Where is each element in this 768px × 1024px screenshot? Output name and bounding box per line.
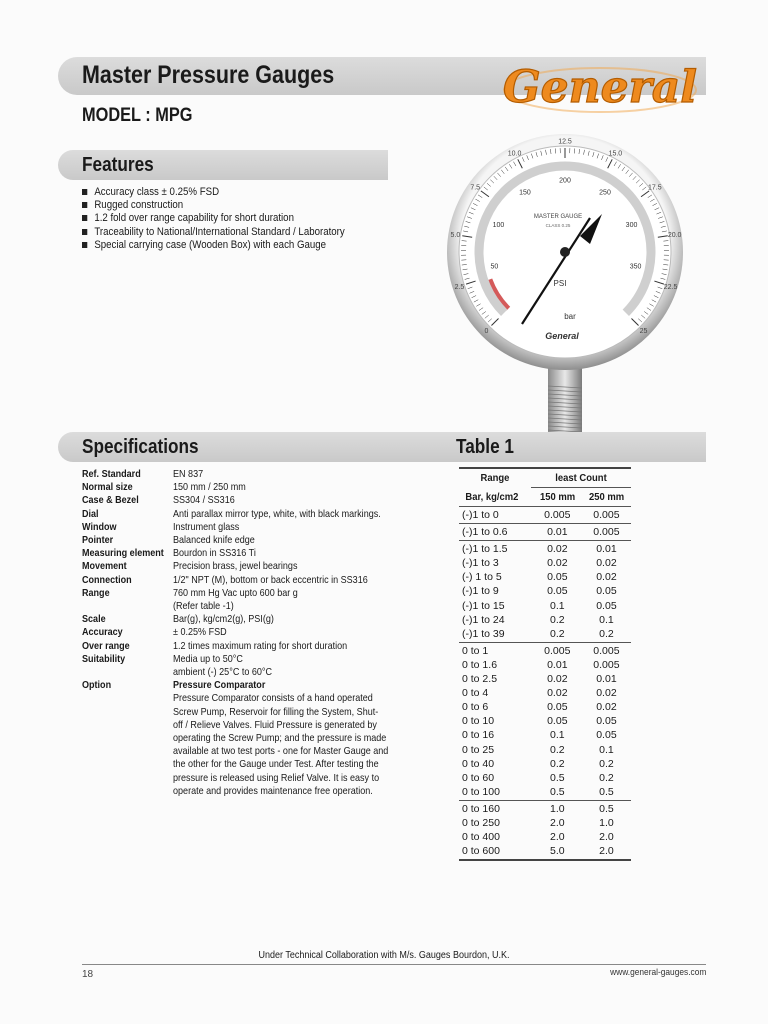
spec-row	[82, 560, 412, 573]
spec-value-line: 760 mm Hg Vac upto 600 bar g	[173, 586, 298, 599]
cell-250mm: 0.02	[596, 571, 617, 584]
gauge-class: CLASS 0.25	[545, 223, 571, 228]
spec-row	[82, 534, 412, 547]
cell-range: (-)1 to 0.6	[462, 526, 508, 539]
table-row	[459, 525, 631, 539]
cell-250mm: 0.5	[599, 802, 614, 815]
table-row	[459, 613, 631, 627]
cell-range: (-)1 to 39	[462, 627, 505, 640]
cell-150mm: 0.02	[547, 543, 568, 556]
spec-value	[173, 560, 412, 573]
cell-250mm: 2.0	[599, 845, 614, 858]
feature-item: Accuracy class ± 0.25% FSD	[82, 186, 399, 199]
cell-150mm: 0.05	[547, 701, 568, 714]
spec-value-line: Media up to 50°C	[173, 652, 243, 665]
spec-value-line: Anti parallax mirror type, white, with black markings.	[173, 507, 381, 520]
spec-row	[82, 679, 412, 798]
table-row	[459, 627, 631, 641]
table-group-rule	[459, 800, 631, 801]
header-range: Range	[480, 472, 510, 484]
cell-range: (-)1 to 0	[462, 509, 499, 521]
cell-250mm: 0.01	[596, 673, 617, 686]
spec-value	[173, 481, 412, 494]
spec-value-line: available at two test ports - one for Master Gauge and	[173, 745, 389, 758]
spec-value	[173, 521, 412, 534]
spec-row	[82, 640, 412, 653]
cell-range: 0 to 100	[462, 785, 500, 798]
cell-250mm: 0.005	[593, 509, 620, 521]
features-list	[82, 186, 442, 252]
cell-range: 0 to 250	[462, 816, 500, 829]
spec-label: Option	[82, 679, 112, 692]
feature-item: Rugged construction	[82, 199, 399, 212]
cell-range: 0 to 2.5	[462, 673, 498, 686]
spec-label: Case & Bezel	[82, 494, 139, 507]
spec-value-line: off / Relieve Valves. Fluid Pressure is generated by	[173, 718, 377, 731]
model-label: MODEL : MPG	[82, 105, 193, 126]
table-row	[459, 672, 631, 686]
cell-250mm: 0.05	[596, 585, 617, 598]
range-table	[459, 466, 631, 862]
spec-row	[82, 613, 412, 626]
specifications-heading: Specifications	[82, 436, 199, 458]
spec-label: Movement	[82, 560, 127, 573]
table-group-rule	[459, 642, 631, 643]
table-row	[459, 816, 631, 830]
table-header-row-1	[459, 470, 631, 486]
cell-range: (-)1 to 9	[462, 585, 499, 598]
table-row	[459, 802, 631, 816]
gauge-outer-label: 12.5	[558, 138, 572, 146]
spec-row	[82, 653, 412, 679]
table-row	[459, 508, 631, 522]
features-heading: Features	[82, 154, 154, 176]
cell-250mm: 0.02	[596, 557, 617, 570]
spec-value-line: Screw Pump, Reservoir for filling the System, Shut-	[173, 705, 379, 718]
cell-range: (-) 1 to 5	[462, 571, 502, 584]
cell-250mm: 0.2	[599, 757, 614, 770]
cell-range: 0 to 1	[462, 644, 489, 657]
spec-value-line: Bar(g), kg/cm2(g), PSI(g)	[173, 613, 274, 626]
table-row	[459, 658, 631, 672]
cell-250mm: 0.05	[596, 599, 617, 612]
footer-note: Under Technical Collaboration with M/s. Gauges Bourdon, U.K.	[258, 950, 510, 961]
spec-row	[82, 574, 412, 587]
cell-250mm: 0.005	[593, 658, 620, 671]
spec-value-line: 150 mm / 250 mm	[173, 481, 246, 494]
cell-range: 0 to 4	[462, 687, 489, 700]
spec-value-line: pressure is released using Relief Valve. It is easy to	[173, 771, 380, 784]
cell-150mm: 0.05	[547, 571, 568, 584]
cell-250mm: 0.02	[596, 701, 617, 714]
spec-row	[82, 468, 412, 481]
gauge-outer-label: 15.0	[608, 150, 623, 158]
spec-value	[173, 574, 412, 587]
cell-range: (-)1 to 24	[462, 613, 505, 626]
table-row	[459, 771, 631, 785]
spec-value	[173, 494, 412, 507]
gauge-inner-label: 250	[599, 189, 611, 197]
cell-250mm: 0.005	[593, 644, 620, 657]
cell-150mm: 0.02	[547, 687, 568, 700]
cell-range: 0 to 1.6	[462, 658, 498, 671]
gauge-outer-label: 0	[484, 327, 489, 335]
table-top-rule	[459, 467, 631, 469]
table-header-rule	[531, 487, 631, 488]
spec-row	[82, 521, 412, 534]
cell-150mm: 0.01	[547, 526, 568, 539]
gauge-outer-label: 10.0	[507, 150, 522, 158]
cell-range: (-)1 to 1.5	[462, 543, 508, 556]
feature-item: 1.2 fold over range capability for short duration	[82, 212, 399, 225]
spec-row	[82, 547, 412, 560]
cell-range: 0 to 600	[462, 845, 500, 858]
cell-150mm: 0.005	[544, 509, 571, 521]
cell-250mm: 0.05	[596, 729, 617, 742]
table-row	[459, 728, 631, 742]
spec-value	[173, 468, 412, 481]
gauge-inner-label: 300	[625, 221, 638, 229]
table-row	[459, 570, 631, 584]
cell-250mm: 0.1	[599, 743, 614, 756]
spec-value	[173, 626, 412, 639]
header-250mm: 250 mm	[588, 491, 625, 503]
gauge-outer-label: 17.5	[647, 184, 662, 192]
spec-row	[82, 494, 412, 507]
cell-150mm: 0.01	[547, 658, 568, 671]
table-header-row-2	[459, 489, 631, 505]
table-group-rule	[459, 523, 631, 524]
spec-label: Measuring element	[82, 547, 164, 560]
table-row	[459, 714, 631, 728]
header-least-count: least Count	[555, 472, 607, 484]
logo-text: General	[503, 62, 697, 113]
cell-150mm: 1.0	[550, 802, 565, 815]
cell-range: (-)1 to 3	[462, 557, 499, 570]
spec-value-line: EN 837	[173, 468, 204, 480]
spec-label: Over range	[82, 639, 130, 652]
cell-range: (-)1 to 15	[462, 599, 505, 612]
cell-150mm: 0.2	[550, 743, 565, 756]
gauge-inner-label: 150	[519, 189, 531, 197]
spec-value-line: 1.2 times maximum rating for short duration	[173, 639, 348, 652]
spec-label: Normal size	[82, 481, 133, 494]
cell-range: 0 to 160	[462, 802, 500, 815]
spec-value	[173, 508, 415, 521]
table-row	[459, 584, 631, 598]
spec-value-line: ± 0.25% FSD	[173, 626, 227, 639]
spec-value-line: Precision brass, jewel bearings	[173, 560, 298, 573]
spec-row	[82, 481, 412, 494]
table-row	[459, 542, 631, 556]
feature-item: Special carrying case (Wooden Box) with each Gauge	[82, 239, 399, 252]
gauge-outer-label: 5.0	[450, 232, 461, 240]
cell-150mm: 0.2	[550, 627, 565, 640]
cell-150mm: 2.0	[550, 816, 565, 829]
spec-value	[173, 653, 412, 679]
table1-heading: Table 1	[456, 436, 514, 458]
spec-value	[173, 613, 412, 626]
spec-label: Scale	[82, 613, 106, 626]
spec-value-line: the other for the Gauge under Test. After testing the	[173, 758, 379, 771]
pressure-gauge-image	[430, 134, 700, 434]
gauge-name: MASTER GAUGE	[533, 214, 583, 220]
gauge-inner-label: 100	[492, 221, 505, 229]
spec-value-line: Balanced knife edge	[173, 534, 255, 547]
table-row	[459, 785, 631, 799]
gauge-inner-label: 350	[629, 263, 642, 271]
spec-value	[173, 534, 412, 547]
spec-value-line: operate and provides maintenance free operation.	[173, 784, 373, 797]
cell-250mm: 1.0	[599, 816, 614, 829]
table-group-rule	[459, 506, 631, 507]
cell-150mm: 2.0	[550, 831, 565, 844]
spec-value	[173, 547, 412, 560]
cell-range: 0 to 10	[462, 715, 495, 728]
gauge-unit-psi: PSI	[553, 279, 567, 288]
cell-150mm: 0.02	[547, 673, 568, 686]
spec-label: Connection	[82, 573, 132, 586]
cell-range: 0 to 40	[462, 757, 495, 770]
brand-logo	[500, 52, 700, 124]
gauge-outer-label: 7.5	[470, 184, 481, 192]
header-150mm: 150 mm	[539, 491, 575, 503]
cell-250mm: 0.05	[596, 715, 617, 728]
gauge-unit-bar: bar	[564, 312, 576, 321]
cell-range: 0 to 400	[462, 831, 500, 844]
spec-value	[173, 679, 423, 798]
spec-label: Accuracy	[82, 626, 123, 639]
cell-150mm: 0.005	[544, 644, 571, 657]
gauge-inner-label: 50	[490, 263, 499, 271]
spec-label: Window	[82, 520, 117, 533]
table-row	[459, 844, 631, 858]
feature-item: Traceability to National/International Standard / Laboratory	[82, 226, 399, 239]
cell-250mm: 0.01	[596, 543, 617, 556]
spec-value-line: (Refer table -1)	[173, 600, 234, 613]
spec-label: Range	[82, 586, 110, 599]
spec-value	[173, 640, 412, 653]
header-unit: Bar, kg/cm2	[465, 491, 519, 503]
gauge-outer-label: 20.0	[667, 232, 682, 240]
cell-150mm: 0.02	[547, 557, 568, 570]
spec-label: Ref. Standard	[82, 468, 141, 480]
cell-range: 0 to 6	[462, 701, 489, 714]
cell-150mm: 0.5	[550, 771, 565, 784]
gauge-hub	[560, 247, 570, 257]
gauge-outer-label: 25	[639, 327, 648, 335]
spec-value-line: Pressure Comparator consists of a hand operated	[173, 692, 373, 705]
table-row	[459, 644, 631, 658]
cell-150mm: 0.05	[547, 585, 568, 598]
table-row	[459, 757, 631, 771]
gauge-outer-label: 2.5	[454, 283, 465, 291]
spec-row	[82, 587, 412, 613]
spec-label: Suitability	[82, 652, 126, 665]
cell-150mm: 0.2	[550, 613, 565, 626]
spec-value-line: ambient (-) 25°C to 60°C	[173, 666, 273, 679]
cell-150mm: 0.5	[550, 785, 565, 798]
cell-250mm: 0.1	[599, 613, 614, 626]
specifications-list	[82, 468, 412, 798]
spec-label: Pointer	[82, 534, 114, 547]
table-body	[459, 506, 631, 861]
spec-row	[82, 626, 412, 639]
cell-range: 0 to 25	[462, 743, 495, 756]
cell-150mm: 0.05	[547, 715, 568, 728]
cell-250mm: 0.02	[596, 687, 617, 700]
cell-150mm: 0.1	[550, 599, 565, 612]
table-row	[459, 700, 631, 714]
spec-value-line: Bourdon in SS316 Ti	[173, 547, 256, 560]
spec-value-line: SS304 / SS316	[173, 494, 235, 507]
cell-250mm: 0.2	[599, 771, 614, 784]
cell-250mm: 2.0	[599, 831, 614, 844]
table-bottom-rule	[459, 859, 631, 861]
table-row	[459, 686, 631, 700]
spec-value-line: Instrument glass	[173, 520, 240, 533]
cell-range: 0 to 16	[462, 729, 495, 742]
table-row	[459, 743, 631, 757]
gauge-outer-label: 22.5	[663, 283, 678, 291]
gauge-inner-label: 200	[559, 177, 571, 185]
cell-range: 0 to 60	[462, 771, 495, 784]
page-title: Master Pressure Gauges	[82, 61, 335, 89]
website-link[interactable]: www.general-gauges.com	[609, 967, 706, 978]
spec-row	[82, 508, 412, 521]
page-number: 18	[82, 969, 94, 980]
spec-value	[173, 587, 412, 613]
footer-rule	[82, 964, 706, 965]
cell-150mm: 5.0	[550, 845, 565, 858]
spec-value-line: operating the Screw Pump; and the pressure is made	[173, 732, 387, 745]
cell-250mm: 0.005	[593, 526, 620, 539]
spec-label: Dial	[82, 507, 99, 520]
cell-150mm: 0.2	[550, 757, 565, 770]
table-row	[459, 599, 631, 613]
table-row	[459, 830, 631, 844]
spec-value-title: Pressure Comparator	[173, 679, 266, 692]
table-group-rule	[459, 540, 631, 541]
table-row	[459, 556, 631, 570]
cell-150mm: 0.1	[550, 729, 565, 742]
cell-250mm: 0.2	[599, 627, 614, 640]
cell-250mm: 0.5	[599, 785, 614, 798]
spec-value-line: 1/2" NPT (M), bottom or back eccentric in SS316	[173, 573, 368, 586]
gauge-brand: General	[545, 331, 579, 341]
